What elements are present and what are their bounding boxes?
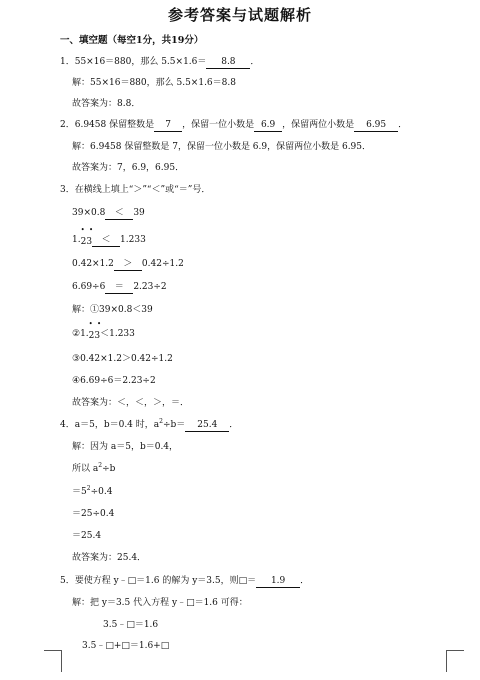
compare-row-4 [72, 281, 167, 294]
answer-blank: 1.9 [256, 576, 300, 588]
solution-text: ÷0.4 [90, 487, 113, 497]
solution-4-step-5: ＝25.4 [72, 531, 102, 541]
repeat-dots: • • [88, 320, 103, 328]
answer-blank: 7 [154, 120, 182, 132]
solution-2: 解：6.9458 保留整数是 7，保留一位小数是 6.9，保留两位小数是 6.95． [72, 142, 372, 152]
question-2-prompt: ，保留两位小数是 [282, 120, 355, 130]
repeating-decimal [80, 226, 95, 247]
question-5 [60, 575, 309, 588]
crop-mark [446, 650, 464, 651]
punctuation: ． [250, 57, 260, 67]
solution-4-step-2 [72, 463, 115, 475]
final-answer-3: 故答案为：＜，＜，＞，＝． [72, 398, 190, 408]
expression-left: 39×0.8 [72, 208, 106, 218]
solution-text: ＝5 [72, 487, 87, 497]
crop-mark [61, 650, 62, 672]
question-4-prompt: ÷b＝ [162, 420, 186, 430]
question-4-prompt: a＝5，b＝0.4 时，a [74, 420, 160, 430]
question-1 [60, 56, 259, 69]
answer-blank: ＜ [105, 208, 133, 220]
punctuation: ． [300, 576, 310, 586]
repeating-decimal-integer: 1. [72, 235, 81, 245]
solution-4-step-4: ＝25÷0.4 [72, 509, 115, 519]
expression-right: 1.233 [120, 235, 146, 245]
answer-blank: ＝ [105, 282, 133, 294]
punctuation: ． [398, 120, 408, 130]
crop-mark [44, 650, 62, 651]
repeat-dots: • • [80, 226, 95, 234]
solution-3-step-3: ③0.42×1.2＞0.42÷1.2 [72, 354, 173, 364]
exponent: 2 [159, 418, 163, 425]
final-answer-4: 故答案为：25.4． [72, 553, 147, 563]
crop-mark [446, 650, 447, 672]
answer-blank: 25.4 [185, 420, 229, 432]
question-2-prompt: ，保留一位小数是 [182, 120, 255, 130]
question-4 [60, 419, 238, 432]
expression-left: 0.42×1.2 [72, 259, 114, 269]
answer-blank: 6.9 [254, 120, 282, 132]
expression-right: 0.42÷1.2 [141, 259, 184, 269]
question-1-prompt: 1．55×16＝880，那么 5.5×1.6＝ [60, 57, 207, 67]
solution-5-step-3: 3.5﹣□+□＝1.6+□ [82, 641, 170, 651]
exponent: 2 [98, 462, 103, 469]
solution-4-step-1: 解：因为 a＝5，b＝0.4， [72, 442, 179, 452]
solution-3-step-4: ④6.69÷6＝2.23÷2 [72, 376, 156, 386]
question-number: 4． [60, 420, 75, 430]
repeating-decimal-integer: ②1. [72, 329, 89, 339]
solution-1: 解：55×16＝880，那么 5.5×1.6＝8.8 [72, 78, 236, 88]
question-3: 3．在横线上填上“＞”“＜”或“＝”号． [60, 185, 211, 195]
answer-blank: ＜ [92, 235, 120, 247]
page-title: 参考答案与试题解析 [167, 6, 312, 24]
expression-right: 2.23÷2 [133, 282, 167, 292]
section-heading: 一、填空题（每空1分，共19分） [60, 35, 204, 46]
solution-4-step-3 [72, 486, 112, 498]
solution-text: 所以 a [72, 464, 99, 474]
question-5-prompt: 5．要使方程 y﹣□＝1.6 的解为 y＝3.5，则□＝ [60, 576, 257, 586]
answer-blank: 6.95 [354, 120, 398, 132]
repeat-digits: 23 [80, 237, 93, 247]
expression-left: 6.69÷6 [72, 282, 106, 292]
question-2-prompt: 2．6.9458 保留整数是 [60, 120, 155, 130]
answer-blank: 8.8 [206, 57, 250, 69]
expression-right: 39 [133, 208, 145, 218]
solution-3-step-2-rest: ＜1.233 [100, 329, 135, 339]
question-2 [60, 119, 407, 132]
final-answer-1: 故答案为：8.8． [72, 99, 141, 109]
answer-blank: ＞ [114, 259, 142, 271]
compare-row-1 [72, 207, 145, 220]
compare-row-3 [72, 258, 184, 271]
repeat-digits: 23 [88, 331, 101, 341]
solution-3-step-1: 解：①39×0.8＜39 [72, 305, 153, 315]
solution-5-step-1: 解：把 y＝3.5 代入方程 y﹣□＝1.6 可得： [72, 598, 248, 608]
exponent: 2 [86, 485, 91, 492]
compare-row-2 [72, 226, 146, 247]
solution-text: ÷b [102, 464, 116, 474]
solution-5-step-2: 3.5﹣□＝1.6 [103, 620, 159, 630]
final-answer-2: 故答案为：7，6.9，6.95． [72, 163, 185, 173]
punctuation: ． [229, 420, 239, 430]
repeating-decimal [88, 320, 103, 341]
solution-3-step-2 [72, 320, 135, 341]
